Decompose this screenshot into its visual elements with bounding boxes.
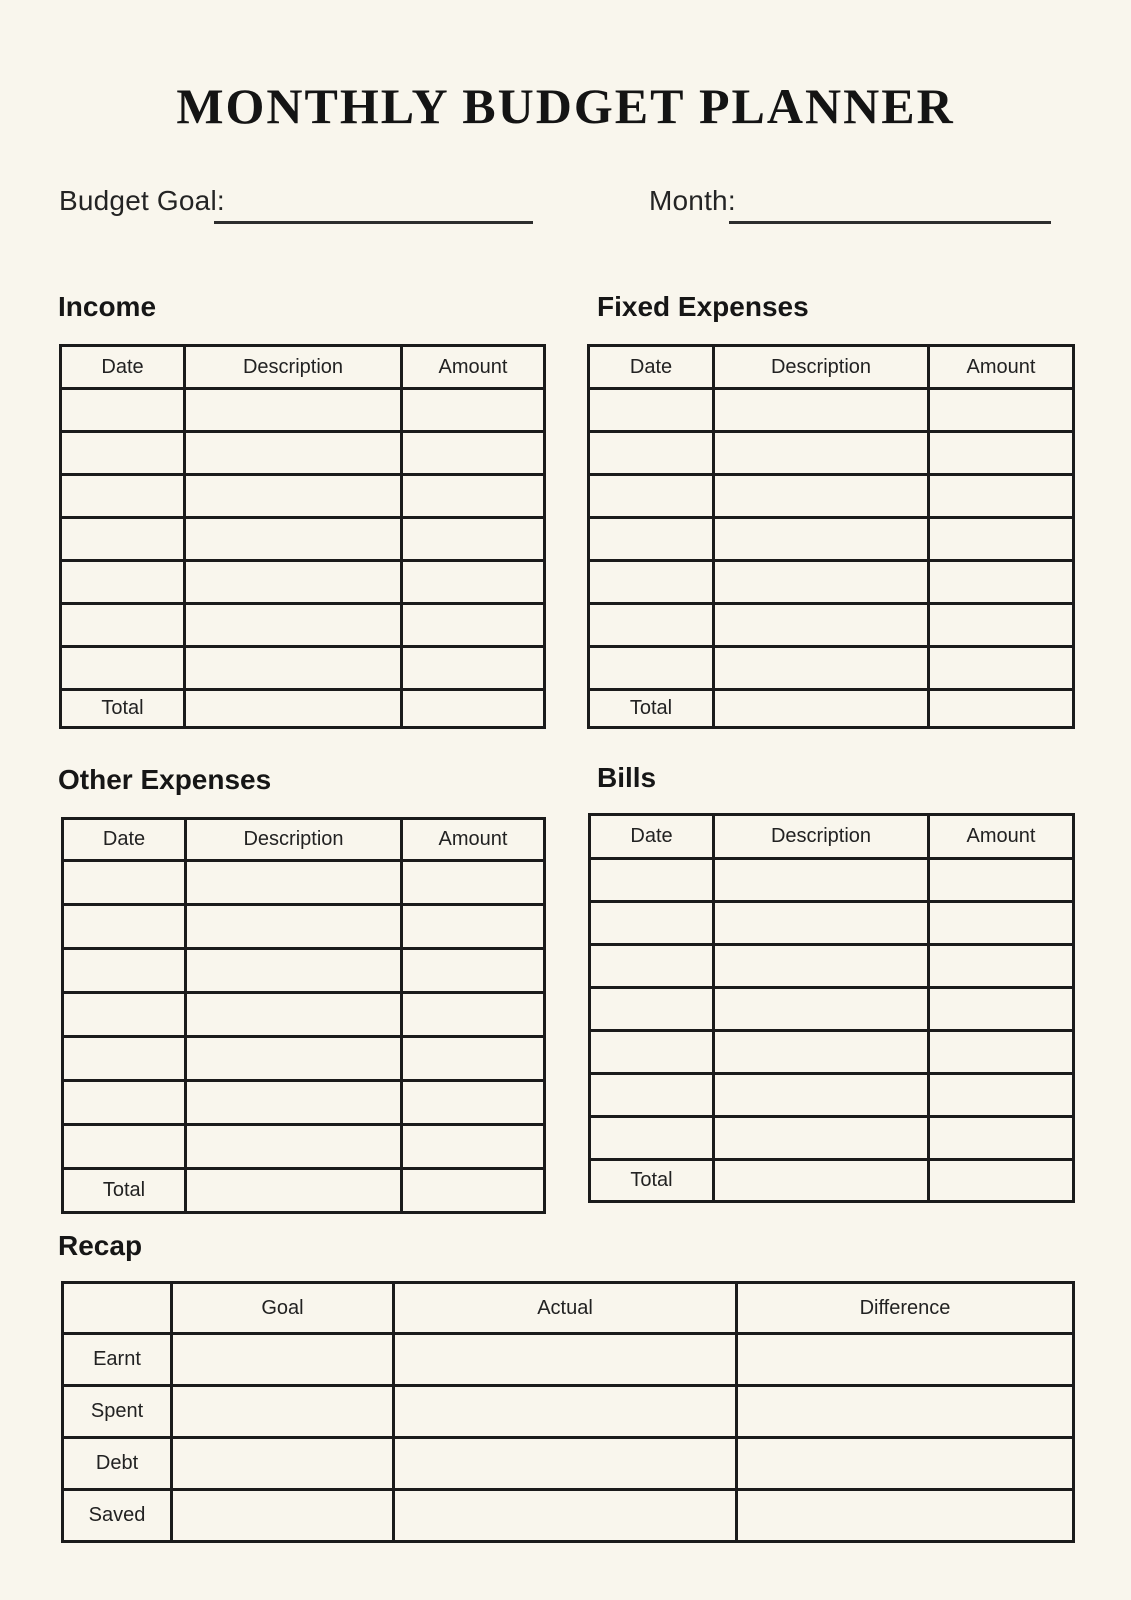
recap-row-saved xyxy=(63,1490,1074,1542)
other_expenses-row xyxy=(63,993,545,1037)
bills-description-cell[interactable] xyxy=(714,859,929,902)
other_expenses-amount-cell[interactable] xyxy=(402,861,545,905)
bills-amount-cell[interactable] xyxy=(929,1074,1074,1117)
month-line[interactable] xyxy=(729,221,1051,224)
bills-date-cell[interactable] xyxy=(590,1117,714,1160)
budget-goal-label: Budget Goal: xyxy=(59,185,225,216)
fixed_expenses-amount-cell[interactable] xyxy=(929,604,1074,647)
income-row xyxy=(61,561,545,604)
fixed_expenses-description-cell[interactable] xyxy=(714,432,929,475)
recap-goal-cell[interactable] xyxy=(172,1334,394,1386)
recap-actual-cell[interactable] xyxy=(394,1490,737,1542)
total-label: Total xyxy=(61,690,185,728)
income-date-cell[interactable] xyxy=(61,432,185,475)
other_expenses-description-cell[interactable] xyxy=(186,993,402,1037)
bills-date-cell[interactable] xyxy=(590,945,714,988)
fixed_expenses-date-cell[interactable] xyxy=(589,647,714,690)
fixed_expenses-row xyxy=(589,432,1074,475)
income-date-cell[interactable] xyxy=(61,389,185,432)
fixed_expenses-date-cell[interactable] xyxy=(589,561,714,604)
bills-row xyxy=(590,1074,1074,1117)
fixed_expenses-description-cell[interactable] xyxy=(714,561,929,604)
other_expenses-description-cell[interactable] xyxy=(186,905,402,949)
recap-actual-cell[interactable] xyxy=(394,1334,737,1386)
recap-difference-cell[interactable] xyxy=(737,1490,1074,1542)
recap-goal-cell[interactable] xyxy=(172,1490,394,1542)
budget-goal-line[interactable] xyxy=(214,221,533,224)
income-description-cell[interactable] xyxy=(185,475,402,518)
recap-row-debt xyxy=(63,1438,1074,1490)
column-header-description: Description xyxy=(185,346,402,389)
other_expenses-date-cell[interactable] xyxy=(63,861,186,905)
fixed_expenses-amount-cell[interactable] xyxy=(929,518,1074,561)
income-header-row xyxy=(61,346,545,389)
other_expenses-row xyxy=(63,861,545,905)
fixed_expenses-row xyxy=(589,561,1074,604)
recap-goal-cell[interactable] xyxy=(172,1386,394,1438)
income-table xyxy=(59,344,546,729)
fixed_expenses-date-cell[interactable] xyxy=(589,475,714,518)
recap-header-row xyxy=(63,1283,1074,1334)
fixed_expenses-row xyxy=(589,604,1074,647)
other_expenses-total-amount-cell[interactable] xyxy=(402,1169,545,1213)
income-heading: Income xyxy=(58,291,157,322)
income-row xyxy=(61,475,545,518)
bills-table xyxy=(588,813,1075,1203)
bills-date-cell[interactable] xyxy=(590,902,714,945)
fixed-expenses-heading: Fixed Expenses xyxy=(597,291,809,322)
bills-row xyxy=(590,1031,1074,1074)
income-date-cell[interactable] xyxy=(61,518,185,561)
recap-column-header-difference: Difference xyxy=(737,1283,1074,1334)
fixed_expenses-amount-cell[interactable] xyxy=(929,647,1074,690)
fixed_expenses-description-cell[interactable] xyxy=(714,475,929,518)
other_expenses-row xyxy=(63,1125,545,1169)
fixed_expenses-date-cell[interactable] xyxy=(589,604,714,647)
recap-difference-cell[interactable] xyxy=(737,1386,1074,1438)
income-amount-cell[interactable] xyxy=(402,647,545,690)
fixed_expenses-date-cell[interactable] xyxy=(589,389,714,432)
recap-actual-cell[interactable] xyxy=(394,1386,737,1438)
other_expenses-description-cell[interactable] xyxy=(186,861,402,905)
income-date-cell[interactable] xyxy=(61,604,185,647)
month-label: Month: xyxy=(649,185,736,216)
bills-heading: Bills xyxy=(597,762,657,793)
fixed_expenses-date-cell[interactable] xyxy=(589,518,714,561)
other-expenses-heading: Other Expenses xyxy=(58,764,272,795)
income-date-cell[interactable] xyxy=(61,475,185,518)
recap-actual-cell[interactable] xyxy=(394,1438,737,1490)
bills-row xyxy=(590,988,1074,1031)
other_expenses-row xyxy=(63,949,545,993)
other_expenses-row xyxy=(63,1037,545,1081)
other_expenses-amount-cell[interactable] xyxy=(402,1081,545,1125)
recap-table xyxy=(61,1281,1075,1543)
bills-date-cell[interactable] xyxy=(590,1031,714,1074)
bills-amount-cell[interactable] xyxy=(929,1031,1074,1074)
income-total-amount-cell[interactable] xyxy=(402,690,545,728)
column-header-amount: Amount xyxy=(929,346,1074,389)
bills-amount-cell[interactable] xyxy=(929,1117,1074,1160)
total-label: Total xyxy=(589,690,714,728)
fixed_expenses-row xyxy=(589,389,1074,432)
bills-header-row xyxy=(590,815,1074,859)
fixed_expenses-amount-cell[interactable] xyxy=(929,475,1074,518)
fixed_expenses-description-cell[interactable] xyxy=(714,604,929,647)
other_expenses-amount-cell[interactable] xyxy=(402,993,545,1037)
income-total-description-cell[interactable] xyxy=(185,690,402,728)
other_expenses-total-description-cell[interactable] xyxy=(186,1169,402,1213)
recap-row-label: Earnt xyxy=(63,1334,172,1386)
bills-row xyxy=(590,945,1074,988)
income-amount-cell[interactable] xyxy=(402,561,545,604)
income-description-cell[interactable] xyxy=(185,604,402,647)
recap-column-header-actual: Actual xyxy=(394,1283,737,1334)
bills-amount-cell[interactable] xyxy=(929,859,1074,902)
income-description-cell[interactable] xyxy=(185,432,402,475)
fixed_expenses-description-cell[interactable] xyxy=(714,647,929,690)
bills-description-cell[interactable] xyxy=(714,1031,929,1074)
income-row xyxy=(61,518,545,561)
bills-description-cell[interactable] xyxy=(714,902,929,945)
fixed_expenses-description-cell[interactable] xyxy=(714,518,929,561)
column-header-date: Date xyxy=(63,819,186,861)
other_expenses-amount-cell[interactable] xyxy=(402,1125,545,1169)
other_expenses-row xyxy=(63,1081,545,1125)
other_expenses-header-row xyxy=(63,819,545,861)
column-header-description: Description xyxy=(714,815,929,859)
page-title: MONTHLY BUDGET PLANNER xyxy=(176,78,955,134)
column-header-date: Date xyxy=(589,346,714,389)
bills-amount-cell[interactable] xyxy=(929,945,1074,988)
bills-description-cell[interactable] xyxy=(714,945,929,988)
column-header-date: Date xyxy=(590,815,714,859)
fixed_expenses-amount-cell[interactable] xyxy=(929,432,1074,475)
income-amount-cell[interactable] xyxy=(402,604,545,647)
column-header-amount: Amount xyxy=(402,819,545,861)
bills-total-row xyxy=(590,1160,1074,1202)
column-header-date: Date xyxy=(61,346,185,389)
other_expenses-date-cell[interactable] xyxy=(63,949,186,993)
other_expenses-date-cell[interactable] xyxy=(63,1081,186,1125)
other_expenses-date-cell[interactable] xyxy=(63,1125,186,1169)
recap-difference-cell[interactable] xyxy=(737,1438,1074,1490)
income-amount-cell[interactable] xyxy=(402,389,545,432)
recap-row-spent xyxy=(63,1386,1074,1438)
bills-row xyxy=(590,1117,1074,1160)
other_expenses-date-cell[interactable] xyxy=(63,993,186,1037)
income-row xyxy=(61,604,545,647)
fixed_expenses-total-description-cell[interactable] xyxy=(714,690,929,728)
recap-row-label: Debt xyxy=(63,1438,172,1490)
fixed_expenses-total-amount-cell[interactable] xyxy=(929,690,1074,728)
other_expenses-description-cell[interactable] xyxy=(186,1125,402,1169)
income-date-cell[interactable] xyxy=(61,561,185,604)
fixed_expenses-row xyxy=(589,647,1074,690)
other_expenses-amount-cell[interactable] xyxy=(402,949,545,993)
fixed_expenses-amount-cell[interactable] xyxy=(929,561,1074,604)
other_expenses-date-cell[interactable] xyxy=(63,905,186,949)
recap-row-label: Saved xyxy=(63,1490,172,1542)
recap-column-header-blank xyxy=(63,1283,172,1334)
bills-total-amount-cell[interactable] xyxy=(929,1160,1074,1202)
other_expenses-description-cell[interactable] xyxy=(186,1081,402,1125)
bills-date-cell[interactable] xyxy=(590,1074,714,1117)
income-row xyxy=(61,432,545,475)
recap-row-label: Spent xyxy=(63,1386,172,1438)
income-description-cell[interactable] xyxy=(185,647,402,690)
fixed_expenses-row xyxy=(589,518,1074,561)
recap-difference-cell[interactable] xyxy=(737,1334,1074,1386)
other_expenses-amount-cell[interactable] xyxy=(402,1037,545,1081)
fixed_expenses-amount-cell[interactable] xyxy=(929,389,1074,432)
bills-description-cell[interactable] xyxy=(714,1074,929,1117)
recap-column-header-goal: Goal xyxy=(172,1283,394,1334)
bills-amount-cell[interactable] xyxy=(929,988,1074,1031)
recap-row-earnt xyxy=(63,1334,1074,1386)
fixed_expenses-header-row xyxy=(589,346,1074,389)
fixed_expenses-total-row xyxy=(589,690,1074,728)
income-description-cell[interactable] xyxy=(185,389,402,432)
fixed_expenses-date-cell[interactable] xyxy=(589,432,714,475)
income-date-cell[interactable] xyxy=(61,647,185,690)
other_expenses-amount-cell[interactable] xyxy=(402,905,545,949)
bills-date-cell[interactable] xyxy=(590,988,714,1031)
fixed-expenses-table xyxy=(587,344,1075,729)
column-header-amount: Amount xyxy=(402,346,545,389)
income-amount-cell[interactable] xyxy=(402,432,545,475)
other_expenses-row xyxy=(63,905,545,949)
fixed_expenses-row xyxy=(589,475,1074,518)
bills-description-cell[interactable] xyxy=(714,1117,929,1160)
column-header-description: Description xyxy=(714,346,929,389)
bills-total-description-cell[interactable] xyxy=(714,1160,929,1202)
other_expenses-date-cell[interactable] xyxy=(63,1037,186,1081)
other-expenses-table xyxy=(61,817,546,1214)
income-row xyxy=(61,389,545,432)
recap-heading: Recap xyxy=(58,1230,143,1261)
other_expenses-total-row xyxy=(63,1169,545,1213)
fixed_expenses-description-cell[interactable] xyxy=(714,389,929,432)
income-amount-cell[interactable] xyxy=(402,518,545,561)
income-amount-cell[interactable] xyxy=(402,475,545,518)
total-label: Total xyxy=(590,1160,714,1202)
income-total-row xyxy=(61,690,545,728)
recap-goal-cell[interactable] xyxy=(172,1438,394,1490)
total-label: Total xyxy=(63,1169,186,1213)
bills-description-cell[interactable] xyxy=(714,988,929,1031)
income-description-cell[interactable] xyxy=(185,561,402,604)
other_expenses-description-cell[interactable] xyxy=(186,1037,402,1081)
other_expenses-description-cell[interactable] xyxy=(186,949,402,993)
income-description-cell[interactable] xyxy=(185,518,402,561)
bills-row xyxy=(590,859,1074,902)
bills-date-cell[interactable] xyxy=(590,859,714,902)
column-header-description: Description xyxy=(186,819,402,861)
bills-amount-cell[interactable] xyxy=(929,902,1074,945)
column-header-amount: Amount xyxy=(929,815,1074,859)
bills-row xyxy=(590,902,1074,945)
income-row xyxy=(61,647,545,690)
